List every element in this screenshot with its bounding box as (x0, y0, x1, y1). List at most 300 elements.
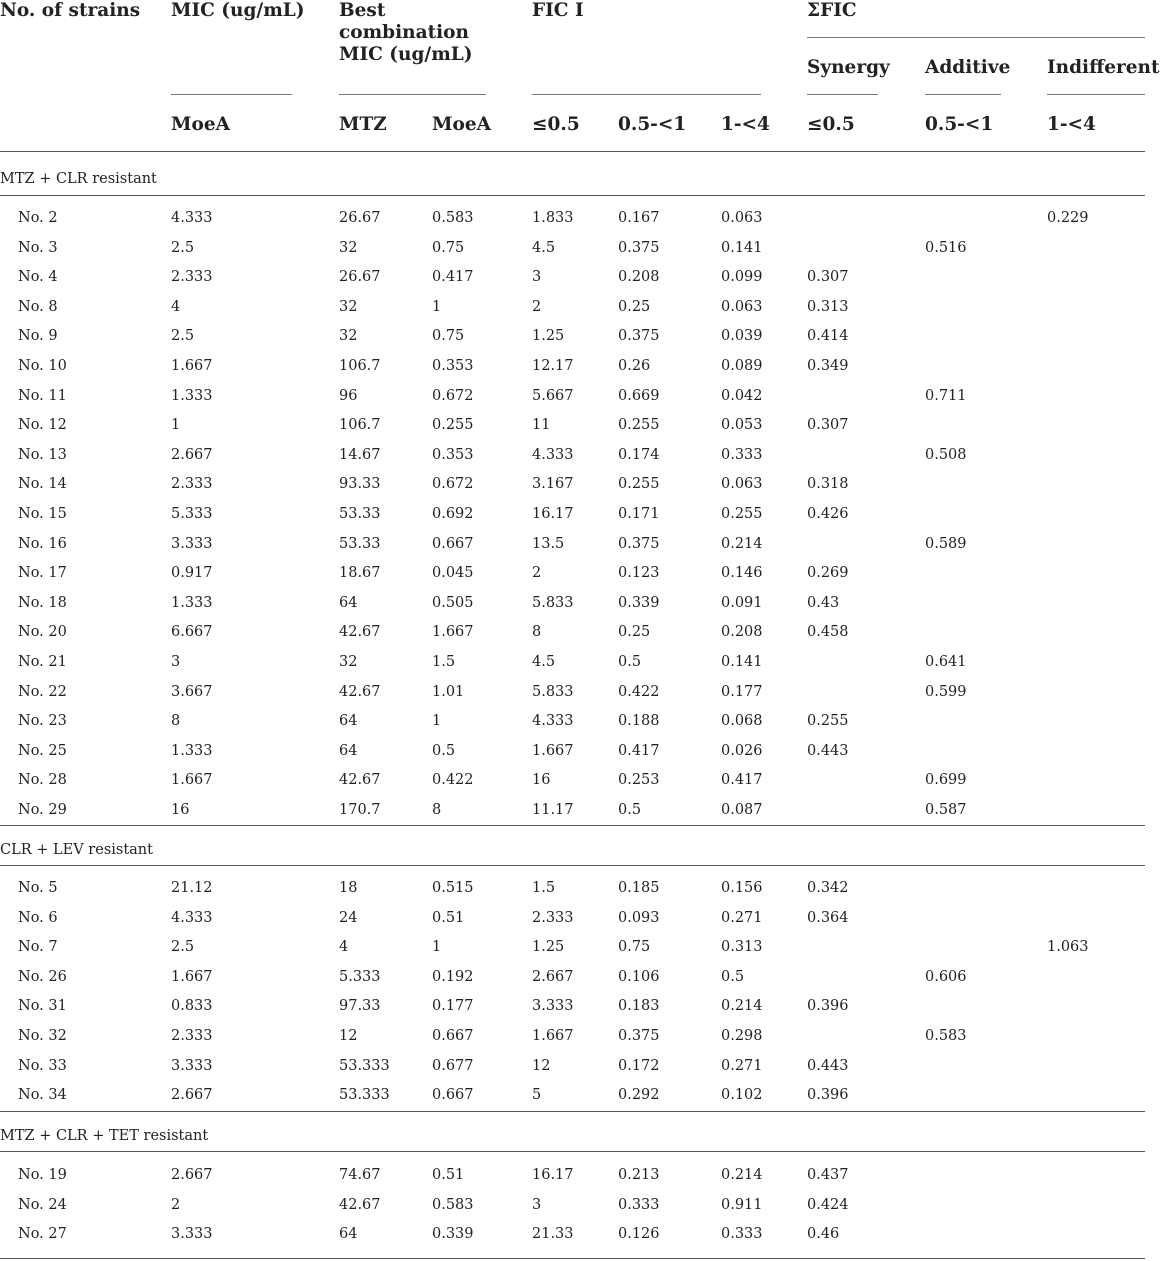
table-row (0, 796, 1145, 826)
table-row (0, 1081, 1145, 1111)
fic-05-1-cell: 0.417 (618, 742, 660, 759)
synergy-cell: 0.349 (807, 358, 849, 374)
mtz-cell: 4 (339, 939, 349, 956)
header-bottom-rule (0, 151, 1145, 152)
moea-cell: 0.353 (432, 358, 474, 374)
fic-05-1-cell: 0.292 (618, 1087, 660, 1104)
mtz-cell: 26.67 (339, 269, 381, 286)
moea-cell: 0.667 (432, 1028, 474, 1044)
fic-le05-cell: 4.5 (532, 239, 556, 256)
mic-moea-cell: 0.917 (171, 565, 213, 582)
moea-cell: 0.353 (432, 446, 474, 463)
indifferent-underline (1047, 94, 1145, 95)
header-strains: No. of strains (0, 0, 141, 21)
table-row (0, 963, 1145, 993)
strain-cell: No. 27 (18, 1226, 67, 1243)
table-row (0, 293, 1145, 323)
additive-cell: 0.583 (925, 1028, 967, 1044)
strain-cell: No. 5 (18, 880, 58, 896)
moea-cell: 0.177 (432, 998, 474, 1015)
mtz-cell: 53.33 (339, 506, 381, 522)
mic-moea-cell: 21.12 (171, 880, 213, 896)
mtz-cell: 64 (339, 742, 358, 759)
mic-moea-cell: 0.833 (171, 998, 213, 1015)
mic-moea-cell: 2.333 (171, 269, 213, 286)
additive-cell: 0.589 (925, 535, 967, 552)
table-row (0, 352, 1145, 382)
moea-cell: 0.672 (432, 476, 474, 493)
fic-1-4-cell: 0.053 (721, 417, 763, 434)
fic-05-1-cell: 0.253 (618, 772, 660, 789)
strain-cell: No. 28 (18, 772, 67, 789)
sum-fic-underline (807, 37, 1145, 38)
additive-cell: 0.587 (925, 802, 967, 818)
fic-05-1-cell: 0.123 (618, 565, 660, 582)
mtz-cell: 24 (339, 909, 358, 926)
fic-05-1-cell: 0.375 (618, 328, 660, 345)
group-label-clr-lev: CLR + LEV resistant (0, 842, 153, 858)
mtz-cell: 32 (339, 239, 358, 256)
synergy-cell: 0.458 (807, 624, 849, 641)
header-synergy: Synergy (807, 57, 890, 78)
synergy-cell: 0.443 (807, 742, 849, 759)
table-row (0, 678, 1145, 708)
mic-moea-cell: 3.333 (171, 1226, 213, 1243)
group-rule-mtz-clr (0, 195, 1145, 196)
fic-05-1-cell: 0.5 (618, 802, 642, 818)
mtz-cell: 106.7 (339, 358, 381, 374)
fic-1-4-cell: 0.298 (721, 1028, 763, 1044)
table-row (0, 589, 1145, 619)
group-separator-2 (0, 1111, 1145, 1112)
fic-1-4-cell: 0.063 (721, 476, 763, 493)
mic-moea-cell: 3.667 (171, 683, 213, 700)
mtz-cell: 5.333 (339, 968, 381, 985)
fic-le05-cell: 1.667 (532, 1028, 574, 1044)
table-row (0, 648, 1145, 678)
mtz-cell: 170.7 (339, 802, 381, 818)
additive-cell: 0.711 (925, 387, 967, 404)
table-row (0, 618, 1145, 648)
moea-cell: 0.505 (432, 594, 474, 611)
header-additive: Additive (925, 57, 1011, 78)
additive-cell: 0.606 (925, 968, 967, 985)
fic-1-4-cell: 0.313 (721, 939, 763, 956)
moea-cell: 0.583 (432, 210, 474, 226)
fic-1-4-cell: 0.026 (721, 742, 763, 759)
strain-cell: No. 23 (18, 713, 67, 730)
mic-moea-cell: 8 (171, 713, 181, 730)
moea-cell: 0.75 (432, 239, 465, 256)
fic-05-1-cell: 0.26 (618, 358, 651, 374)
fic-1-4-cell: 0.102 (721, 1087, 763, 1104)
mtz-cell: 64 (339, 1226, 358, 1243)
fic-le05-cell: 2 (532, 565, 542, 582)
group-rule-clr-lev (0, 865, 1145, 866)
fic-1-4-cell: 0.146 (721, 565, 763, 582)
mtz-cell: 32 (339, 328, 358, 345)
mic-moea-cell: 3 (171, 654, 181, 670)
fic-le05-cell: 3.167 (532, 476, 574, 493)
moea-cell: 1 (432, 713, 442, 730)
strain-cell: No. 32 (18, 1028, 67, 1044)
mic-moea-cell: 2.667 (171, 1167, 213, 1183)
synergy-cell: 0.46 (807, 1226, 840, 1243)
moea-cell: 0.417 (432, 269, 474, 286)
strain-cell: No. 34 (18, 1087, 67, 1104)
mtz-cell: 53.33 (339, 535, 381, 552)
fic-05-1-cell: 0.375 (618, 1028, 660, 1044)
mic-moea-cell: 1.667 (171, 968, 213, 985)
table-row (0, 559, 1145, 589)
mtz-cell: 12 (339, 1028, 358, 1044)
fic-1-4-cell: 0.156 (721, 880, 763, 896)
fic-05-1-cell: 0.188 (618, 713, 660, 730)
mtz-cell: 42.67 (339, 624, 381, 641)
subheader-indifferent-range: 1-<4 (1047, 114, 1096, 135)
mtz-cell: 93.33 (339, 476, 381, 493)
mtz-cell: 42.67 (339, 1196, 381, 1213)
synergy-underline (807, 94, 878, 95)
table-row (0, 1022, 1145, 1052)
table-row (0, 904, 1145, 934)
table-row (0, 500, 1145, 530)
mic-moea-cell: 5.333 (171, 506, 213, 522)
strain-cell: No. 18 (18, 594, 67, 611)
fic-05-1-cell: 0.5 (618, 654, 642, 670)
mtz-cell: 96 (339, 387, 358, 404)
fic-05-1-cell: 0.375 (618, 239, 660, 256)
additive-cell: 0.641 (925, 654, 967, 670)
fic-1-4-cell: 0.177 (721, 683, 763, 700)
additive-underline (925, 94, 1001, 95)
best-combination-underline (339, 94, 486, 95)
mic-moea-cell: 2 (171, 1196, 181, 1213)
mtz-cell: 64 (339, 713, 358, 730)
mic-moea-cell: 2.333 (171, 476, 213, 493)
synergy-cell: 0.342 (807, 880, 849, 896)
mic-moea-cell: 1.333 (171, 387, 213, 404)
table-row (0, 707, 1145, 737)
moea-cell: 1 (432, 298, 442, 315)
mtz-cell: 74.67 (339, 1167, 381, 1183)
fic-05-1-cell: 0.213 (618, 1167, 660, 1183)
fic-1-4-cell: 0.089 (721, 358, 763, 374)
mic-moea-cell: 1.333 (171, 594, 213, 611)
table-row (0, 382, 1145, 412)
table-bottom-rule (0, 1258, 1145, 1259)
fic-le05-cell: 1.667 (532, 742, 574, 759)
mtz-cell: 32 (339, 298, 358, 315)
mic-moea-cell: 1.667 (171, 358, 213, 374)
additive-cell: 0.699 (925, 772, 967, 789)
fic-le05-cell: 2.667 (532, 968, 574, 985)
subheader-synergy-le05: ≤0.5 (807, 114, 855, 135)
fic-1-4-cell: 0.039 (721, 328, 763, 345)
table-row (0, 737, 1145, 767)
strain-cell: No. 6 (18, 909, 58, 926)
fic-le05-cell: 21.33 (532, 1226, 574, 1243)
subheader-fic-1-4: 1-<4 (721, 114, 770, 135)
header-sum-fic: ΣFIC (807, 0, 857, 21)
strain-cell: No. 2 (18, 210, 58, 226)
fic-le05-cell: 8 (532, 624, 542, 641)
table-row (0, 470, 1145, 500)
synergy-cell: 0.424 (807, 1196, 849, 1213)
mic-moea-cell: 4 (171, 298, 181, 315)
table-row (0, 1161, 1145, 1191)
strain-cell: No. 22 (18, 683, 67, 700)
mtz-cell: 106.7 (339, 417, 381, 434)
table-row (0, 411, 1145, 441)
fic-1-4-cell: 0.333 (721, 446, 763, 463)
fic-1-4-cell: 0.271 (721, 1057, 763, 1074)
synergy-cell: 0.364 (807, 909, 849, 926)
fic-le05-cell: 12.17 (532, 358, 574, 374)
moea-cell: 1.5 (432, 654, 456, 670)
fic-05-1-cell: 0.333 (618, 1196, 660, 1213)
synergy-cell: 0.396 (807, 1087, 849, 1104)
subheader-mtz: MTZ (339, 114, 387, 135)
fic-le05-cell: 2 (532, 298, 542, 315)
table-row (0, 933, 1145, 963)
fic-1-4-cell: 0.214 (721, 998, 763, 1015)
subheader-additive-range: 0.5-<1 (925, 114, 994, 135)
mtz-cell: 26.67 (339, 210, 381, 226)
fic-1-4-cell: 0.063 (721, 298, 763, 315)
mic-moea-cell: 2.5 (171, 328, 195, 345)
moea-cell: 0.51 (432, 1167, 465, 1183)
table-row (0, 234, 1145, 264)
synergy-cell: 0.269 (807, 565, 849, 582)
strain-cell: No. 33 (18, 1057, 67, 1074)
subheader-fic-05-1: 0.5-<1 (618, 114, 687, 135)
mtz-cell: 18.67 (339, 565, 381, 582)
fic-le05-cell: 3 (532, 269, 542, 286)
mtz-cell: 53.333 (339, 1057, 390, 1074)
fic-1-4-cell: 0.141 (721, 239, 763, 256)
moea-cell: 0.51 (432, 909, 465, 926)
table-row (0, 1052, 1145, 1082)
fic-05-1-cell: 0.167 (618, 210, 660, 226)
mtz-cell: 32 (339, 654, 358, 670)
synergy-cell: 0.307 (807, 269, 849, 286)
table-row (0, 441, 1145, 471)
mic-moea-cell: 6.667 (171, 624, 213, 641)
strain-cell: No. 14 (18, 476, 67, 493)
fic-le05-cell: 11 (532, 417, 551, 434)
mtz-cell: 53.333 (339, 1087, 390, 1104)
table-row (0, 766, 1145, 796)
synergy-cell: 0.426 (807, 506, 849, 522)
strain-cell: No. 20 (18, 624, 67, 641)
mic-moea-cell: 2.667 (171, 1087, 213, 1104)
moea-cell: 0.422 (432, 772, 474, 789)
synergy-cell: 0.318 (807, 476, 849, 493)
fic-1-4-cell: 0.099 (721, 269, 763, 286)
table-row (0, 322, 1145, 352)
subheader-moea: MoeA (171, 114, 230, 135)
fic-05-1-cell: 0.093 (618, 909, 660, 926)
mic-moea-cell: 2.333 (171, 1028, 213, 1044)
fic-05-1-cell: 0.25 (618, 624, 651, 641)
fic-le05-cell: 1.25 (532, 328, 565, 345)
synergy-cell: 0.255 (807, 713, 849, 730)
fic-05-1-cell: 0.422 (618, 683, 660, 700)
moea-cell: 0.255 (432, 417, 474, 434)
moea-cell: 0.667 (432, 535, 474, 552)
additive-cell: 0.599 (925, 683, 967, 700)
fic-05-1-cell: 0.183 (618, 998, 660, 1015)
strain-cell: No. 8 (18, 298, 58, 315)
synergy-cell: 0.307 (807, 417, 849, 434)
fic-05-1-cell: 0.255 (618, 417, 660, 434)
strain-cell: No. 10 (18, 358, 67, 374)
header-fici: FIC I (532, 0, 584, 21)
fic-le05-cell: 1.25 (532, 939, 565, 956)
fic-05-1-cell: 0.75 (618, 939, 651, 956)
fic-1-4-cell: 0.5 (721, 968, 745, 985)
mic-moea-cell: 1 (171, 417, 181, 434)
moea-cell: 0.192 (432, 968, 474, 985)
fic-le05-cell: 16.17 (532, 506, 574, 522)
strain-cell: No. 24 (18, 1196, 67, 1213)
strain-cell: No. 19 (18, 1167, 67, 1183)
moea-cell: 0.75 (432, 328, 465, 345)
moea-cell: 1.667 (432, 624, 474, 641)
fic-1-4-cell: 0.214 (721, 535, 763, 552)
synergy-cell: 0.396 (807, 998, 849, 1015)
mtz-cell: 42.67 (339, 683, 381, 700)
mic-moea-cell: 2.5 (171, 939, 195, 956)
strain-cell: No. 16 (18, 535, 67, 552)
fic-1-4-cell: 0.068 (721, 713, 763, 730)
synergy-cell: 0.43 (807, 594, 840, 611)
mic-underline (171, 94, 292, 95)
synergy-cell: 0.437 (807, 1167, 849, 1183)
fic-1-4-cell: 0.042 (721, 387, 763, 404)
synergy-cell: 0.443 (807, 1057, 849, 1074)
header-indifferent: Indifferent (1047, 57, 1160, 78)
fic-05-1-cell: 0.208 (618, 269, 660, 286)
fic-05-1-cell: 0.255 (618, 476, 660, 493)
fic-1-4-cell: 0.063 (721, 210, 763, 226)
mtz-cell: 18 (339, 880, 358, 896)
indifferent-cell: 0.229 (1047, 210, 1089, 226)
strain-cell: No. 11 (18, 387, 67, 404)
group-label-mtz-clr-tet: MTZ + CLR + TET resistant (0, 1128, 209, 1144)
strain-cell: No. 29 (18, 802, 67, 818)
table-row (0, 1220, 1145, 1250)
mtz-cell: 14.67 (339, 446, 381, 463)
fic-1-4-cell: 0.417 (721, 772, 763, 789)
fic-le05-cell: 5.833 (532, 683, 574, 700)
fic-05-1-cell: 0.375 (618, 535, 660, 552)
mic-moea-cell: 1.333 (171, 742, 213, 759)
fic-le05-cell: 2.333 (532, 909, 574, 926)
header-mic: MIC (ug/mL) (171, 0, 305, 21)
mic-moea-cell: 3.333 (171, 1057, 213, 1074)
fic-05-1-cell: 0.25 (618, 298, 651, 315)
table-row (0, 530, 1145, 560)
indifferent-cell: 1.063 (1047, 939, 1089, 956)
fic-05-1-cell: 0.172 (618, 1057, 660, 1074)
fic-1-4-cell: 0.255 (721, 506, 763, 522)
moea-cell: 0.5 (432, 742, 456, 759)
table-row (0, 992, 1145, 1022)
mic-moea-cell: 1.667 (171, 772, 213, 789)
moea-cell: 0.692 (432, 506, 474, 522)
additive-cell: 0.508 (925, 446, 967, 463)
fic-le05-cell: 1.5 (532, 880, 556, 896)
fic-1-4-cell: 0.091 (721, 594, 763, 611)
strain-cell: No. 15 (18, 506, 67, 522)
fic-le05-cell: 1.833 (532, 210, 574, 226)
strain-cell: No. 31 (18, 998, 67, 1015)
strain-cell: No. 13 (18, 446, 67, 463)
fic-le05-cell: 4.333 (532, 713, 574, 730)
synergy-cell: 0.414 (807, 328, 849, 345)
mic-moea-cell: 4.333 (171, 210, 213, 226)
moea-cell: 0.045 (432, 565, 474, 582)
fici-underline (532, 94, 761, 95)
mtz-cell: 64 (339, 594, 358, 611)
moea-cell: 0.583 (432, 1196, 474, 1213)
table-row (0, 204, 1145, 234)
fic-le05-cell: 16.17 (532, 1167, 574, 1183)
fic-05-1-cell: 0.126 (618, 1226, 660, 1243)
moea-cell: 1 (432, 939, 442, 956)
fic-1-4-cell: 0.141 (721, 654, 763, 670)
table-row (0, 874, 1145, 904)
strain-cell: No. 17 (18, 565, 67, 582)
mic-moea-cell: 3.333 (171, 535, 213, 552)
fic-1-4-cell: 0.333 (721, 1226, 763, 1243)
moea-cell: 1.01 (432, 683, 465, 700)
mtz-cell: 97.33 (339, 998, 381, 1015)
fic-1-4-cell: 0.271 (721, 909, 763, 926)
fic-le05-cell: 13.5 (532, 535, 565, 552)
mic-moea-cell: 2.667 (171, 446, 213, 463)
moea-cell: 0.677 (432, 1057, 474, 1074)
fic-le05-cell: 5 (532, 1087, 542, 1104)
fic-05-1-cell: 0.106 (618, 968, 660, 985)
table-row (0, 1191, 1145, 1221)
mic-moea-cell: 16 (171, 802, 190, 818)
fic-05-1-cell: 0.171 (618, 506, 660, 522)
fic-1-4-cell: 0.087 (721, 802, 763, 818)
group-rule-mtz-clr-tet (0, 1151, 1145, 1152)
moea-cell: 0.672 (432, 387, 474, 404)
fic-05-1-cell: 0.185 (618, 880, 660, 896)
strain-cell: No. 12 (18, 417, 67, 434)
fic-le05-cell: 4.5 (532, 654, 556, 670)
subheader-fic-le05: ≤0.5 (532, 114, 580, 135)
fic-le05-cell: 11.17 (532, 802, 574, 818)
fic-le05-cell: 4.333 (532, 446, 574, 463)
strain-cell: No. 3 (18, 239, 58, 256)
subheader-moea-combination: MoeA (432, 114, 491, 135)
strain-cell: No. 21 (18, 654, 67, 670)
fic-le05-cell: 3.333 (532, 998, 574, 1015)
strain-cell: No. 26 (18, 968, 67, 985)
additive-cell: 0.516 (925, 239, 967, 256)
moea-cell: 0.339 (432, 1226, 474, 1243)
fic-le05-cell: 5.667 (532, 387, 574, 404)
fic-le05-cell: 3 (532, 1196, 542, 1213)
fic-le05-cell: 12 (532, 1057, 551, 1074)
fic-le05-cell: 5.833 (532, 594, 574, 611)
